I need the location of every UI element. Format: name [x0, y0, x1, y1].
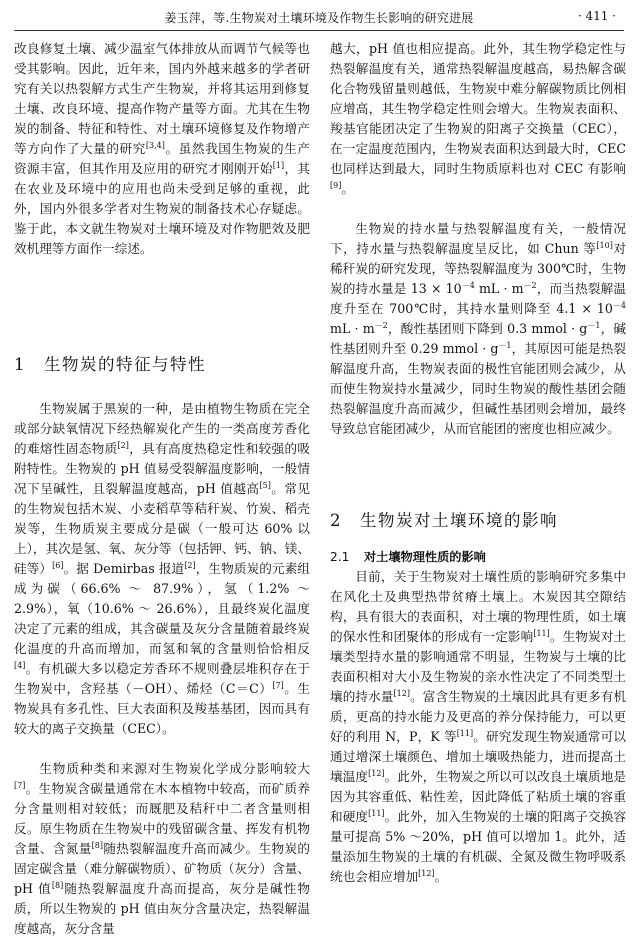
page-number: · 411 ·: [577, 9, 616, 23]
running-header: [0, 0, 638, 34]
citation: [12]: [368, 769, 385, 778]
subsection-number: 2.1: [330, 550, 350, 564]
citation: [1]: [272, 161, 285, 170]
section-number: 2: [330, 511, 342, 530]
exponent: －4: [612, 301, 626, 310]
section-number: 1: [14, 355, 26, 374]
citation: [6]: [52, 561, 64, 570]
citation: [7]: [272, 681, 284, 690]
citation: [2]: [184, 561, 196, 570]
citation: [11]: [456, 729, 474, 738]
exponent: －2: [374, 321, 388, 330]
citation: [11]: [533, 629, 550, 638]
citation: [4]: [14, 661, 26, 670]
intro-paragraph: 改良修复土壤、减少温室气体排放从而调节气候等也受其影响。因此，近年来，国内外越来越多的学者研究有关以热裂解方式生产生物炭，并将其运用到修复土壤、改良环境、提高作物产量等方面。尤其在生物炭的制备、特征和特性、对土壤环境修复及作物增产等方向作了大量的研究[3,4]。虽然我国生物炭的生产资源丰富，但其作用及应用的研究才刚刚开始[1]，其在农业及环境中的应用也尚未受到足够的重视，此外，国内外很多学者对生物炭的制备技术心存疑虑。鉴于此，本文就生物炭对土壤环境及对作物肥效及肥效机理等方面作一综述。: [14, 41, 311, 256]
section-1-paragraph-3: 越大，pH 值也相应提高。此外，其生物学稳定性与热裂解温度有关，通常热裂解温度越高，易热解含碳化合物残留量则越低，生物炭中难分解碳物质比例相应增高，其生物学稳定性则会增大。生物炭表面积、羧基官能团决定了生物炭的阳离子交换量（CEC），在一定温度范围内，生物炭表面积达到最大时，CEC 也同样达到最大，同时生物质原料也对 CEC 有影响[9]。: [330, 41, 626, 196]
citation: [2]: [117, 441, 129, 450]
header-rule: [14, 30, 624, 31]
subsection-2-1-heading: [330, 547, 626, 567]
subsection-2-1-paragraph: 目前，关于生物炭对土壤性质的影响研究多集中在风化土及典型热带贫瘠土壤上。木炭因其空隙结构，具有很大的表面积，对土壤的物理性质，如土壤的保水性和团聚体的形成有一定影响[11]。生物炭对土壤类型持水量的影响通常不明显，生物炭与土壤的比表面积相对大小及生物炭的亲水性决定了不同类型土壤的持水量[12]。富含生物炭的土壤因此具有更多有机质，更高的持水能力及更高的养分保持能力，可以更好的利用 N，P，K 等[11]。研究发现生物炭通常可以通过增深土壤颜色、增加土壤吸热能力，进而提高土壤温度[12]。此外，生物炭之所以可以改良土壤质地是因为其容重低、粘性差，因此降低了粘质土壤的容重和硬度[11]。此外，加入生物炭的土壤的阳离子交换容量可提高 5% ～20%，pH 值可以增加 1。此外，适量添加生物炭的土壤的有机碳、全氮及微生物呼吸系统也会相应增加[12]。: [330, 569, 627, 884]
citation: [10]: [596, 241, 613, 250]
section-2-heading: [330, 501, 626, 541]
section-1-paragraph-4: 生物炭的持水量与热裂解温度有关，一般情况下，持水量与热裂解温度呈反比，如 Chun 等[10]对稀秆炭的研究发现，等热裂解温度为 300℃时，生物炭的持水量是 $13 \times 10^{-4}$ mL · $m^{-2}$，而当热裂解温度升至在 700℃时，其持水量则降至 $4.1 \times 10^{-4}$ mL · $m^{-2}$，酸性基团则下降到 0.3 mmol · $g^{-1}$，碱性基团则升至 0.29 mmol · $g^{-1}$，其原因可能是热裂解温度升高，生物炭表面的极性官能团则会减少，从而使生物炭持水量减少，同时生物炭的酸性基团会随热裂解温度升高而减少，但碱性基团则会增加，最终导致总官能团减少，从而官能团的密度也相应减少。: [330, 221, 626, 436]
citation: [5]: [259, 481, 271, 490]
exponent: －4: [461, 281, 475, 290]
left-column: [14, 39, 310, 939]
citation: [8]: [51, 881, 64, 890]
exponent: －1: [587, 321, 601, 330]
section-title: 生物炭对土壤环境的影响: [360, 511, 558, 530]
section-1-paragraph-1: 生物炭属于黑炭的一种，是由植物生物质在完全或部分缺氧情况下经热解炭化产生的一类高度芳香化的难熔性固态物质[2]，具有高度热稳定性和较强的吸附特性。生物炭的 pH 值易受裂解温度影响，一般情况下呈碱性，且裂解温度越高，pH 值越高[5]。常见的生物炭包括木炭、小麦稻草等秸秆炭、竹炭、稻壳炭等，生物质炭主要成分是碳（一般可达 60% 以上），其次是氢、氧、灰分等（包括钾、钙、钠、镁、硅等）[6]。据 Demirbas 报道[2]，生物质炭的元素组成为碳（66.6% ～ 87.9%），氢（1.2% ～ 2.9%），氧（10.6% ～ 26.6%），且最终炭化温度决定了元素的组成，其含碳量及灰分含量随着最终炭化温度的升高而增加，而氢和氧的含量则恰恰相反[4]。有机碳大多以稳定芳香环不规则叠层堆积存在于生物炭中，含羟基（－OH）、烯烃（C＝C）[7]。生物炭具有多孔性、巨大表面积及羧基基团，因而具有较大的离子交换量（CEC）。: [14, 401, 311, 736]
exponent: －2: [523, 281, 537, 290]
section-1-paragraph-2: 生物质种类和来源对生物炭化学成分影响较大[7]。生物炭含碳量通常在木本植物中较高，而矿质养分含量则相对较低；而厩肥及秸秆中二者含量则相反。原生物质在生物炭中的残留碳含量、挥发有机物含量、含氮量[8]随热裂解温度升高而减少。生物炭的固定碳含量（难分解碳物质）、矿物质（灰分）含量、pH 值[8]随热裂解温度升高而提高，灰分是碱性物质，所以生物炭的 pH 值由灰分含量决定，热裂解温度越高，灰分含量: [14, 761, 311, 936]
section-title: 生物炭的特征与特性: [44, 355, 206, 374]
citation: [11]: [368, 809, 385, 818]
section-1-heading: [14, 345, 310, 385]
citation: [12]: [418, 869, 435, 878]
citation: [7]: [14, 781, 26, 790]
citation: [12]: [393, 689, 410, 698]
citation: [3,4]: [145, 141, 165, 150]
exponent: －1: [498, 341, 512, 350]
subsection-title: 对土壤物理性质的影响: [364, 550, 486, 564]
right-column: [330, 39, 626, 887]
citation: [8]: [91, 841, 103, 850]
citation: [9]: [330, 181, 342, 190]
running-title: 姜玉萍，等.生物炭对土壤环境及作物生长影响的研究进展: [164, 11, 474, 25]
